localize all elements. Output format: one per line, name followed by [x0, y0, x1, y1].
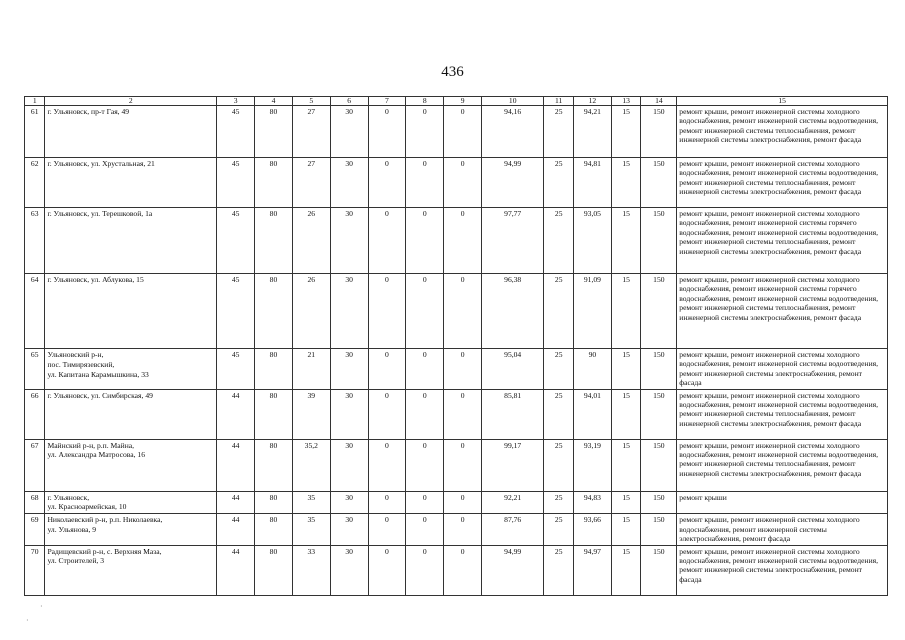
- works-cell: ремонт крыши, ремонт инженерной системы холодного водоснабжения, ремонт инженерной системы водоотведения, ремонт инженерной системы теплоснабжения, ремонт инженерной системы электроснабжения, ремонт фасада: [677, 158, 888, 208]
- value-cell: 150: [641, 208, 677, 274]
- header-cell: 1: [25, 97, 45, 106]
- value-cell: 33: [292, 545, 330, 595]
- value-cell: 99,17: [482, 439, 544, 491]
- value-cell: 15: [611, 208, 641, 274]
- table-row: [25, 439, 888, 491]
- value-cell: 150: [641, 158, 677, 208]
- value-cell: 15: [611, 106, 641, 158]
- value-cell: 45: [217, 158, 255, 208]
- value-cell: 95,04: [482, 349, 544, 390]
- value-cell: 0: [444, 545, 482, 595]
- value-cell: 80: [255, 106, 293, 158]
- value-cell: 26: [292, 208, 330, 274]
- table-row: [25, 208, 888, 274]
- value-cell: 0: [444, 389, 482, 439]
- value-cell: 30: [330, 491, 368, 514]
- value-cell: 0: [368, 208, 406, 274]
- value-cell: 94,97: [574, 545, 612, 595]
- row-number-cell: 61: [25, 106, 45, 158]
- value-cell: 45: [217, 208, 255, 274]
- value-cell: 0: [444, 439, 482, 491]
- value-cell: 0: [368, 274, 406, 349]
- address-cell: Николаевский р-н, р.п. Николаевка, ул. Ульянова, 9: [45, 514, 217, 545]
- value-cell: 80: [255, 389, 293, 439]
- value-cell: 97,77: [482, 208, 544, 274]
- header-cell: 4: [255, 97, 293, 106]
- value-cell: 0: [368, 491, 406, 514]
- value-cell: 93,66: [574, 514, 612, 545]
- value-cell: 27: [292, 106, 330, 158]
- value-cell: 0: [368, 545, 406, 595]
- value-cell: 0: [406, 491, 444, 514]
- header-cell: 14: [641, 97, 677, 106]
- value-cell: 80: [255, 208, 293, 274]
- header-cell: 3: [217, 97, 255, 106]
- value-cell: 80: [255, 349, 293, 390]
- value-cell: 0: [368, 514, 406, 545]
- header-cell: 7: [368, 97, 406, 106]
- value-cell: 0: [444, 514, 482, 545]
- row-number-cell: 67: [25, 439, 45, 491]
- value-cell: 96,38: [482, 274, 544, 349]
- works-cell: ремонт крыши, ремонт инженерной системы холодного водоснабжения, ремонт инженерной системы горячего водоснабжения, ремонт инженерной системы водоотведения, ремонт инженерной системы теплоснабжения, ремонт инженерной системы электроснабжения, ремонт фасада: [677, 208, 888, 274]
- value-cell: 0: [368, 349, 406, 390]
- value-cell: 0: [444, 274, 482, 349]
- value-cell: 30: [330, 349, 368, 390]
- value-cell: 150: [641, 274, 677, 349]
- value-cell: 0: [406, 208, 444, 274]
- value-cell: 94,99: [482, 158, 544, 208]
- value-cell: 0: [368, 439, 406, 491]
- value-cell: 27: [292, 158, 330, 208]
- value-cell: 30: [330, 158, 368, 208]
- value-cell: 0: [406, 274, 444, 349]
- works-cell: ремонт крыши: [677, 491, 888, 514]
- value-cell: 39: [292, 389, 330, 439]
- row-number-cell: 69: [25, 514, 45, 545]
- value-cell: 30: [330, 106, 368, 158]
- value-cell: 0: [368, 106, 406, 158]
- value-cell: 87,76: [482, 514, 544, 545]
- value-cell: 94,81: [574, 158, 612, 208]
- value-cell: 25: [544, 439, 574, 491]
- table-row: [25, 514, 888, 545]
- row-number-cell: 66: [25, 389, 45, 439]
- row-number-cell: 63: [25, 208, 45, 274]
- value-cell: 0: [368, 389, 406, 439]
- value-cell: 80: [255, 514, 293, 545]
- header-cell: 10: [482, 97, 544, 106]
- address-cell: г. Ульяновск, пр-т Гая, 49: [45, 106, 217, 158]
- value-cell: 25: [544, 208, 574, 274]
- value-cell: 15: [611, 158, 641, 208]
- value-cell: 15: [611, 439, 641, 491]
- value-cell: 150: [641, 491, 677, 514]
- repair-table: [24, 96, 888, 596]
- value-cell: 30: [330, 514, 368, 545]
- value-cell: 80: [255, 158, 293, 208]
- table-row: [25, 158, 888, 208]
- value-cell: 45: [217, 349, 255, 390]
- value-cell: 0: [444, 491, 482, 514]
- value-cell: 0: [406, 158, 444, 208]
- address-cell: г. Ульяновск, ул. Аблукова, 15: [45, 274, 217, 349]
- header-cell: 9: [444, 97, 482, 106]
- value-cell: 150: [641, 106, 677, 158]
- works-cell: ремонт крыши, ремонт инженерной системы холодного водоснабжения, ремонт инженерной системы водоотведения, ремонт инженерной системы теплоснабжения, ремонт инженерной системы электроснабжения, ремонт фасада: [677, 106, 888, 158]
- row-number-cell: 68: [25, 491, 45, 514]
- value-cell: 0: [406, 439, 444, 491]
- scan-speck: ·: [40, 602, 43, 611]
- value-cell: 80: [255, 491, 293, 514]
- value-cell: 80: [255, 545, 293, 595]
- value-cell: 15: [611, 514, 641, 545]
- value-cell: 0: [444, 349, 482, 390]
- address-cell: г. Ульяновск, ул. Красноармейская, 10: [45, 491, 217, 514]
- value-cell: 35,2: [292, 439, 330, 491]
- header-cell: 5: [292, 97, 330, 106]
- value-cell: 0: [444, 208, 482, 274]
- value-cell: 15: [611, 545, 641, 595]
- table-row: [25, 389, 888, 439]
- value-cell: 15: [611, 349, 641, 390]
- address-cell: г. Ульяновск, ул. Симбирская, 49: [45, 389, 217, 439]
- value-cell: 150: [641, 349, 677, 390]
- value-cell: 25: [544, 106, 574, 158]
- value-cell: 44: [217, 514, 255, 545]
- value-cell: 30: [330, 389, 368, 439]
- value-cell: 150: [641, 545, 677, 595]
- value-cell: 0: [406, 349, 444, 390]
- value-cell: 30: [330, 274, 368, 349]
- address-cell: Майнский р-н, р.п. Майна, ул. Александра Матросова, 16: [45, 439, 217, 491]
- value-cell: 93,05: [574, 208, 612, 274]
- address-cell: Ульяновский р-н, пос. Тимирязевский, ул. Капитана Карамышкина, 33: [45, 349, 217, 390]
- value-cell: 94,01: [574, 389, 612, 439]
- value-cell: 26: [292, 274, 330, 349]
- address-cell: Радищевский р-н, с. Верхняя Маза, ул. Строителей, 3: [45, 545, 217, 595]
- value-cell: 25: [544, 389, 574, 439]
- table-row: [25, 491, 888, 514]
- value-cell: 44: [217, 491, 255, 514]
- value-cell: 0: [406, 514, 444, 545]
- value-cell: 94,99: [482, 545, 544, 595]
- value-cell: 35: [292, 491, 330, 514]
- header-cell: 12: [574, 97, 612, 106]
- value-cell: 25: [544, 545, 574, 595]
- table-row: [25, 106, 888, 158]
- value-cell: 30: [330, 439, 368, 491]
- works-cell: ремонт крыши, ремонт инженерной системы холодного водоснабжения, ремонт инженерной системы водоотведения, ремонт инженерной системы теплоснабжения, ремонт инженерной системы электроснабжения, ремонт фасада: [677, 439, 888, 491]
- header-cell: 8: [406, 97, 444, 106]
- value-cell: 45: [217, 274, 255, 349]
- value-cell: 150: [641, 514, 677, 545]
- value-cell: 0: [444, 106, 482, 158]
- row-number-cell: 70: [25, 545, 45, 595]
- value-cell: 150: [641, 439, 677, 491]
- row-number-cell: 62: [25, 158, 45, 208]
- value-cell: 80: [255, 274, 293, 349]
- value-cell: 44: [217, 389, 255, 439]
- works-cell: ремонт крыши, ремонт инженерной системы холодного водоснабжения, ремонт инженерной системы водоотведения, ремонт инженерной системы электроснабжения, ремонт фасада: [677, 349, 888, 390]
- table-row: [25, 274, 888, 349]
- header-cell: 15: [677, 97, 888, 106]
- value-cell: 25: [544, 158, 574, 208]
- value-cell: 0: [406, 389, 444, 439]
- value-cell: 91,09: [574, 274, 612, 349]
- value-cell: 25: [544, 274, 574, 349]
- value-cell: 15: [611, 389, 641, 439]
- works-cell: ремонт крыши, ремонт инженерной системы холодного водоснабжения, ремонт инженерной системы водоотведения, ремонт инженерной системы электроснабжения, ремонт фасада: [677, 545, 888, 595]
- value-cell: 0: [406, 545, 444, 595]
- value-cell: 25: [544, 349, 574, 390]
- value-cell: 85,81: [482, 389, 544, 439]
- value-cell: 25: [544, 514, 574, 545]
- value-cell: 15: [611, 274, 641, 349]
- row-number-cell: 64: [25, 274, 45, 349]
- value-cell: 90: [574, 349, 612, 390]
- address-cell: г. Ульяновск, ул. Хрустальная, 21: [45, 158, 217, 208]
- works-cell: ремонт крыши, ремонт инженерной системы холодного водоснабжения, ремонт инженерной системы электроснабжения, ремонт фасада: [677, 514, 888, 545]
- value-cell: 25: [544, 491, 574, 514]
- header-cell: 2: [45, 97, 217, 106]
- table-row: [25, 545, 888, 595]
- header-cell: 11: [544, 97, 574, 106]
- value-cell: 80: [255, 439, 293, 491]
- value-cell: 94,83: [574, 491, 612, 514]
- value-cell: 92,21: [482, 491, 544, 514]
- value-cell: 35: [292, 514, 330, 545]
- value-cell: 44: [217, 545, 255, 595]
- value-cell: 93,19: [574, 439, 612, 491]
- value-cell: 0: [444, 158, 482, 208]
- header-cell: 6: [330, 97, 368, 106]
- value-cell: 94,21: [574, 106, 612, 158]
- header-row: [25, 97, 888, 106]
- value-cell: 0: [406, 106, 444, 158]
- value-cell: 15: [611, 491, 641, 514]
- value-cell: 45: [217, 106, 255, 158]
- row-number-cell: 65: [25, 349, 45, 390]
- value-cell: 150: [641, 389, 677, 439]
- works-cell: ремонт крыши, ремонт инженерной системы холодного водоснабжения, ремонт инженерной системы горячего водоснабжения, ремонт инженерной системы водоотведения, ремонт инженерной системы теплоснабжения, ремонт инженерной системы электроснабжения, ремонт фасада: [677, 274, 888, 349]
- value-cell: 30: [330, 208, 368, 274]
- address-cell: г. Ульяновск, ул. Терешковой, 1а: [45, 208, 217, 274]
- table-row: [25, 349, 888, 390]
- value-cell: 21: [292, 349, 330, 390]
- page-number: 436: [441, 64, 464, 80]
- value-cell: 94,16: [482, 106, 544, 158]
- header-cell: 13: [611, 97, 641, 106]
- scan-speck: ·: [26, 616, 29, 625]
- value-cell: 44: [217, 439, 255, 491]
- value-cell: 30: [330, 545, 368, 595]
- value-cell: 0: [368, 158, 406, 208]
- works-cell: ремонт крыши, ремонт инженерной системы холодного водоснабжения, ремонт инженерной системы водоотведения, ремонт инженерной системы теплоснабжения, ремонт инженерной системы электроснабжения, ремонт фасада: [677, 389, 888, 439]
